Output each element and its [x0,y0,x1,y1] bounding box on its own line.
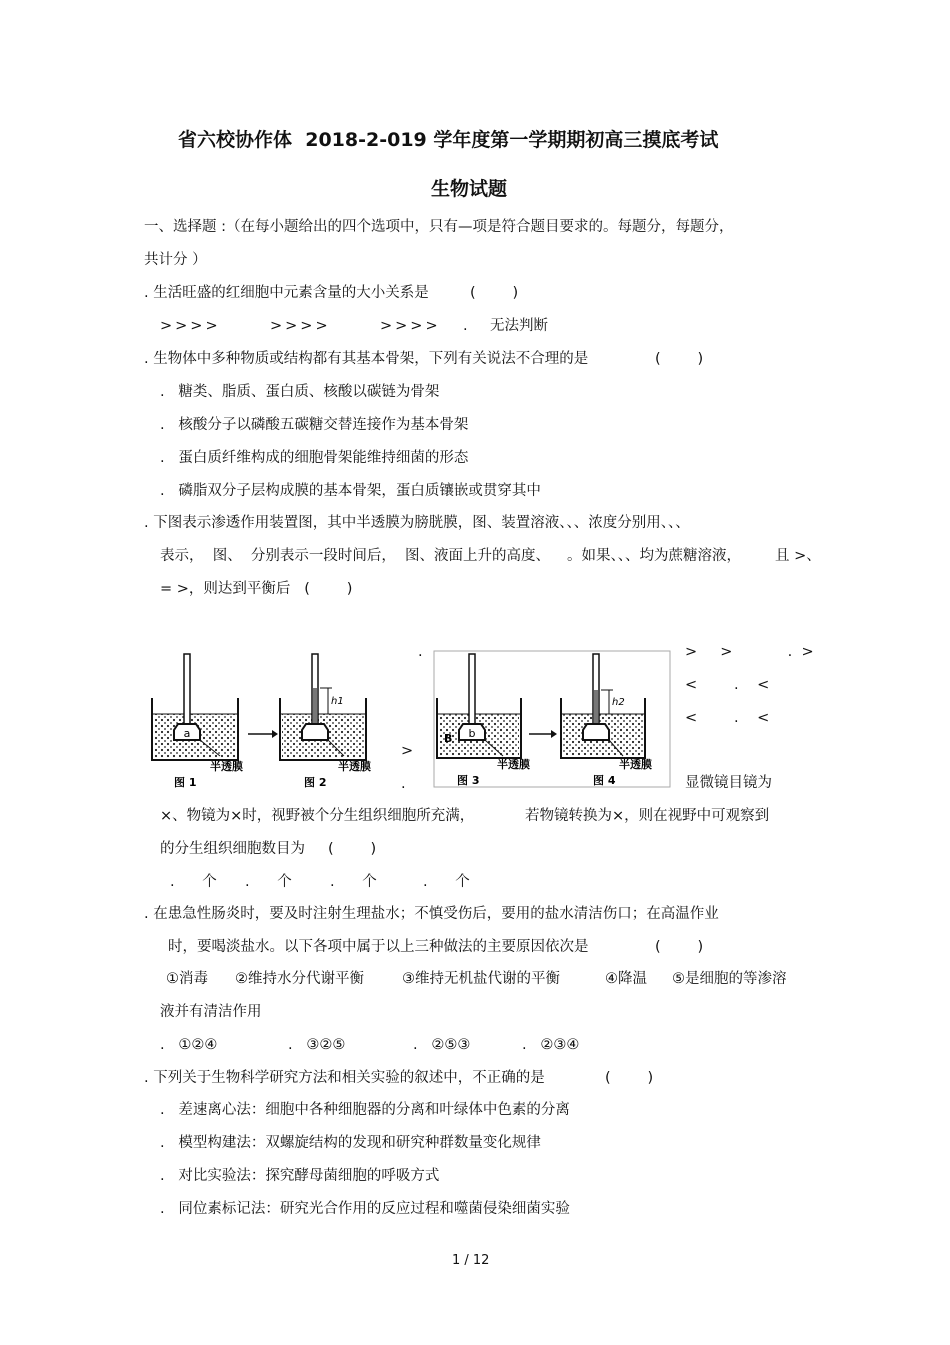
q5-item-5-cont: 液并有清洁作用 [160,1004,262,1020]
q3-stem-line3: = >，则达到平衡后 ( ) [160,581,353,597]
q2-option-b: . 核酸分子以磷酸五碳糖交替连接作为基本骨架 [160,417,469,433]
q2-option-c: . 蛋白质纤维构成的细胞骨架能维持细菌的形态 [160,450,469,466]
q3-stem-line1: . 下图表示渗透作用装置图，其中半透膜为膀胱膜，图、装置溶液、、、浓度分别用、、、 [144,515,690,531]
q5-option-a: . ①②④ [160,1037,218,1053]
q3-option-marker-a: . [418,644,423,660]
exam-subtitle: 生物试题 [431,178,508,200]
q3-option-row3: < . < [685,710,770,726]
fig-membrane-label-2: 半透膜 [338,760,371,773]
q5-option-c: . ②⑤③ [413,1037,471,1053]
q5-option-d: . ②③④ [522,1037,580,1053]
osmosis-figure-left [148,652,398,790]
q2-answer-paren: ( ) [655,351,704,367]
q3-option-row1: > > . > [685,644,814,660]
q6-option-d: . 同位素标记法：研究光合作用的反应过程和噬菌侵染细菌实验 [160,1201,570,1217]
q4-answer-paren: ( ) [328,841,377,857]
q5-item-1: ①消毒 [166,971,208,987]
q1-option-c: >>>> [380,318,441,334]
q4-stem-line1a: ×、物镜为×时，视野被个分生组织细胞所充满， [160,808,475,824]
q6-option-b: . 模型构建法：双螺旋结构的发现和研究种群数量变化规律 [160,1135,541,1151]
q5-option-b: . ③②⑤ [288,1037,346,1053]
q3-stem-line2d: 且 >、 [775,548,821,564]
section-instruction: 一、选择题 :（在每小题给出的四个选项中，只有—项是符合题目要求的。每题分，每题分， [144,219,734,235]
fig2-label: 图 2 [304,776,327,789]
q4-stem-line2: 的分生组织细胞数目为 [160,841,305,857]
q1-answer-paren: ( ) [470,285,519,301]
q6-answer-paren: ( ) [605,1070,654,1086]
q6-option-a: . 差速离心法：细胞中各种细胞器的分离和叶绿体中色素的分离 [160,1102,570,1118]
q4-stem-line0: 显微镜目镜为 [685,775,772,791]
q3-option-marker-b: . [401,776,406,792]
q4-option-d: . 个 [423,874,470,890]
q5-stem-line1: . 在患急性肠炎时，要及时注射生理盐水；不慎受伤后，要用的盐水清洁伤口；在高温作业 [144,906,719,922]
q6-option-c: . 对比实验法：探究酵母菌细胞的呼吸方式 [160,1168,440,1184]
fig-membrane-label-1: 半透膜 [210,760,243,773]
q1-option-d: 无法判断 [490,318,548,334]
q5-item-4: ④降温 [605,971,647,987]
fig-h2-label: h2 [612,697,625,708]
q3-stem-line2c: 。如果、、、均为蔗糖溶液， [567,548,741,564]
q3-stem-line2b: 图、液面上升的高度、 [405,548,550,564]
q6-stem: . 下列关于生物科学研究方法和相关实验的叙述中，不正确的是 [144,1070,545,1086]
q5-item-5: ⑤是细胞的等渗溶 [672,971,787,987]
fig-tag-B: B [444,732,453,745]
page-number: 1 / 12 [452,1253,490,1268]
fig1-label: 图 1 [174,776,197,789]
q5-item-2: ②维持水分代谢平衡 [235,971,364,987]
fig-membrane-label-3: 半透膜 [497,758,530,771]
q3-option-row2: < . < [685,677,770,693]
exam-title: 省六校协作体 2018-2-019 学年度第一学期期初高三摸底考试 [178,129,719,151]
fig-tag-a: a [183,727,191,740]
section-instruction-cont: 共计分 ） [144,252,207,268]
q2-stem: . 生物体中多种物质或结构都有其基本骨架，下列有关说法不合理的是 [144,351,589,367]
q3-stem-line2a: 表示， 图、 分别表示一段时间后， [160,548,396,564]
q4-option-c: . 个 [330,874,377,890]
q2-option-a: . 糖类、脂质、蛋白质、核酸以碳链为骨架 [160,384,440,400]
q2-option-d: . 磷脂双分子层构成膜的基本骨架，蛋白质镶嵌或贯穿其中 [160,483,541,499]
q4-option-a: . 个 [170,874,217,890]
fig3-label: 图 3 [457,774,480,787]
q5-answer-paren: ( ) [655,939,704,955]
q5-stem-line2: 时，要喝淡盐水。以下各项中属于以上三种做法的主要原因依次是 [168,939,589,955]
q4-stem-line1b: 若物镜转换为×，则在视野中可观察到 [525,808,770,824]
q1-option-d-marker: . [463,318,468,334]
q1-option-b: >>>> [270,318,331,334]
q1-stem: . 生活旺盛的红细胞中元素含量的大小关系是 [144,285,429,301]
q3-option-symbol: > [401,743,414,759]
fig-h1-label: h1 [331,696,344,707]
fig-membrane-label-4: 半透膜 [619,758,652,771]
fig-tag-b: b [468,727,476,740]
fig4-label: 图 4 [593,774,616,787]
osmosis-figure-right [433,650,671,788]
q5-item-3: ③维持无机盐代谢的平衡 [402,971,560,987]
q4-option-b: . 个 [245,874,292,890]
q1-option-a: >>>> [160,318,221,334]
